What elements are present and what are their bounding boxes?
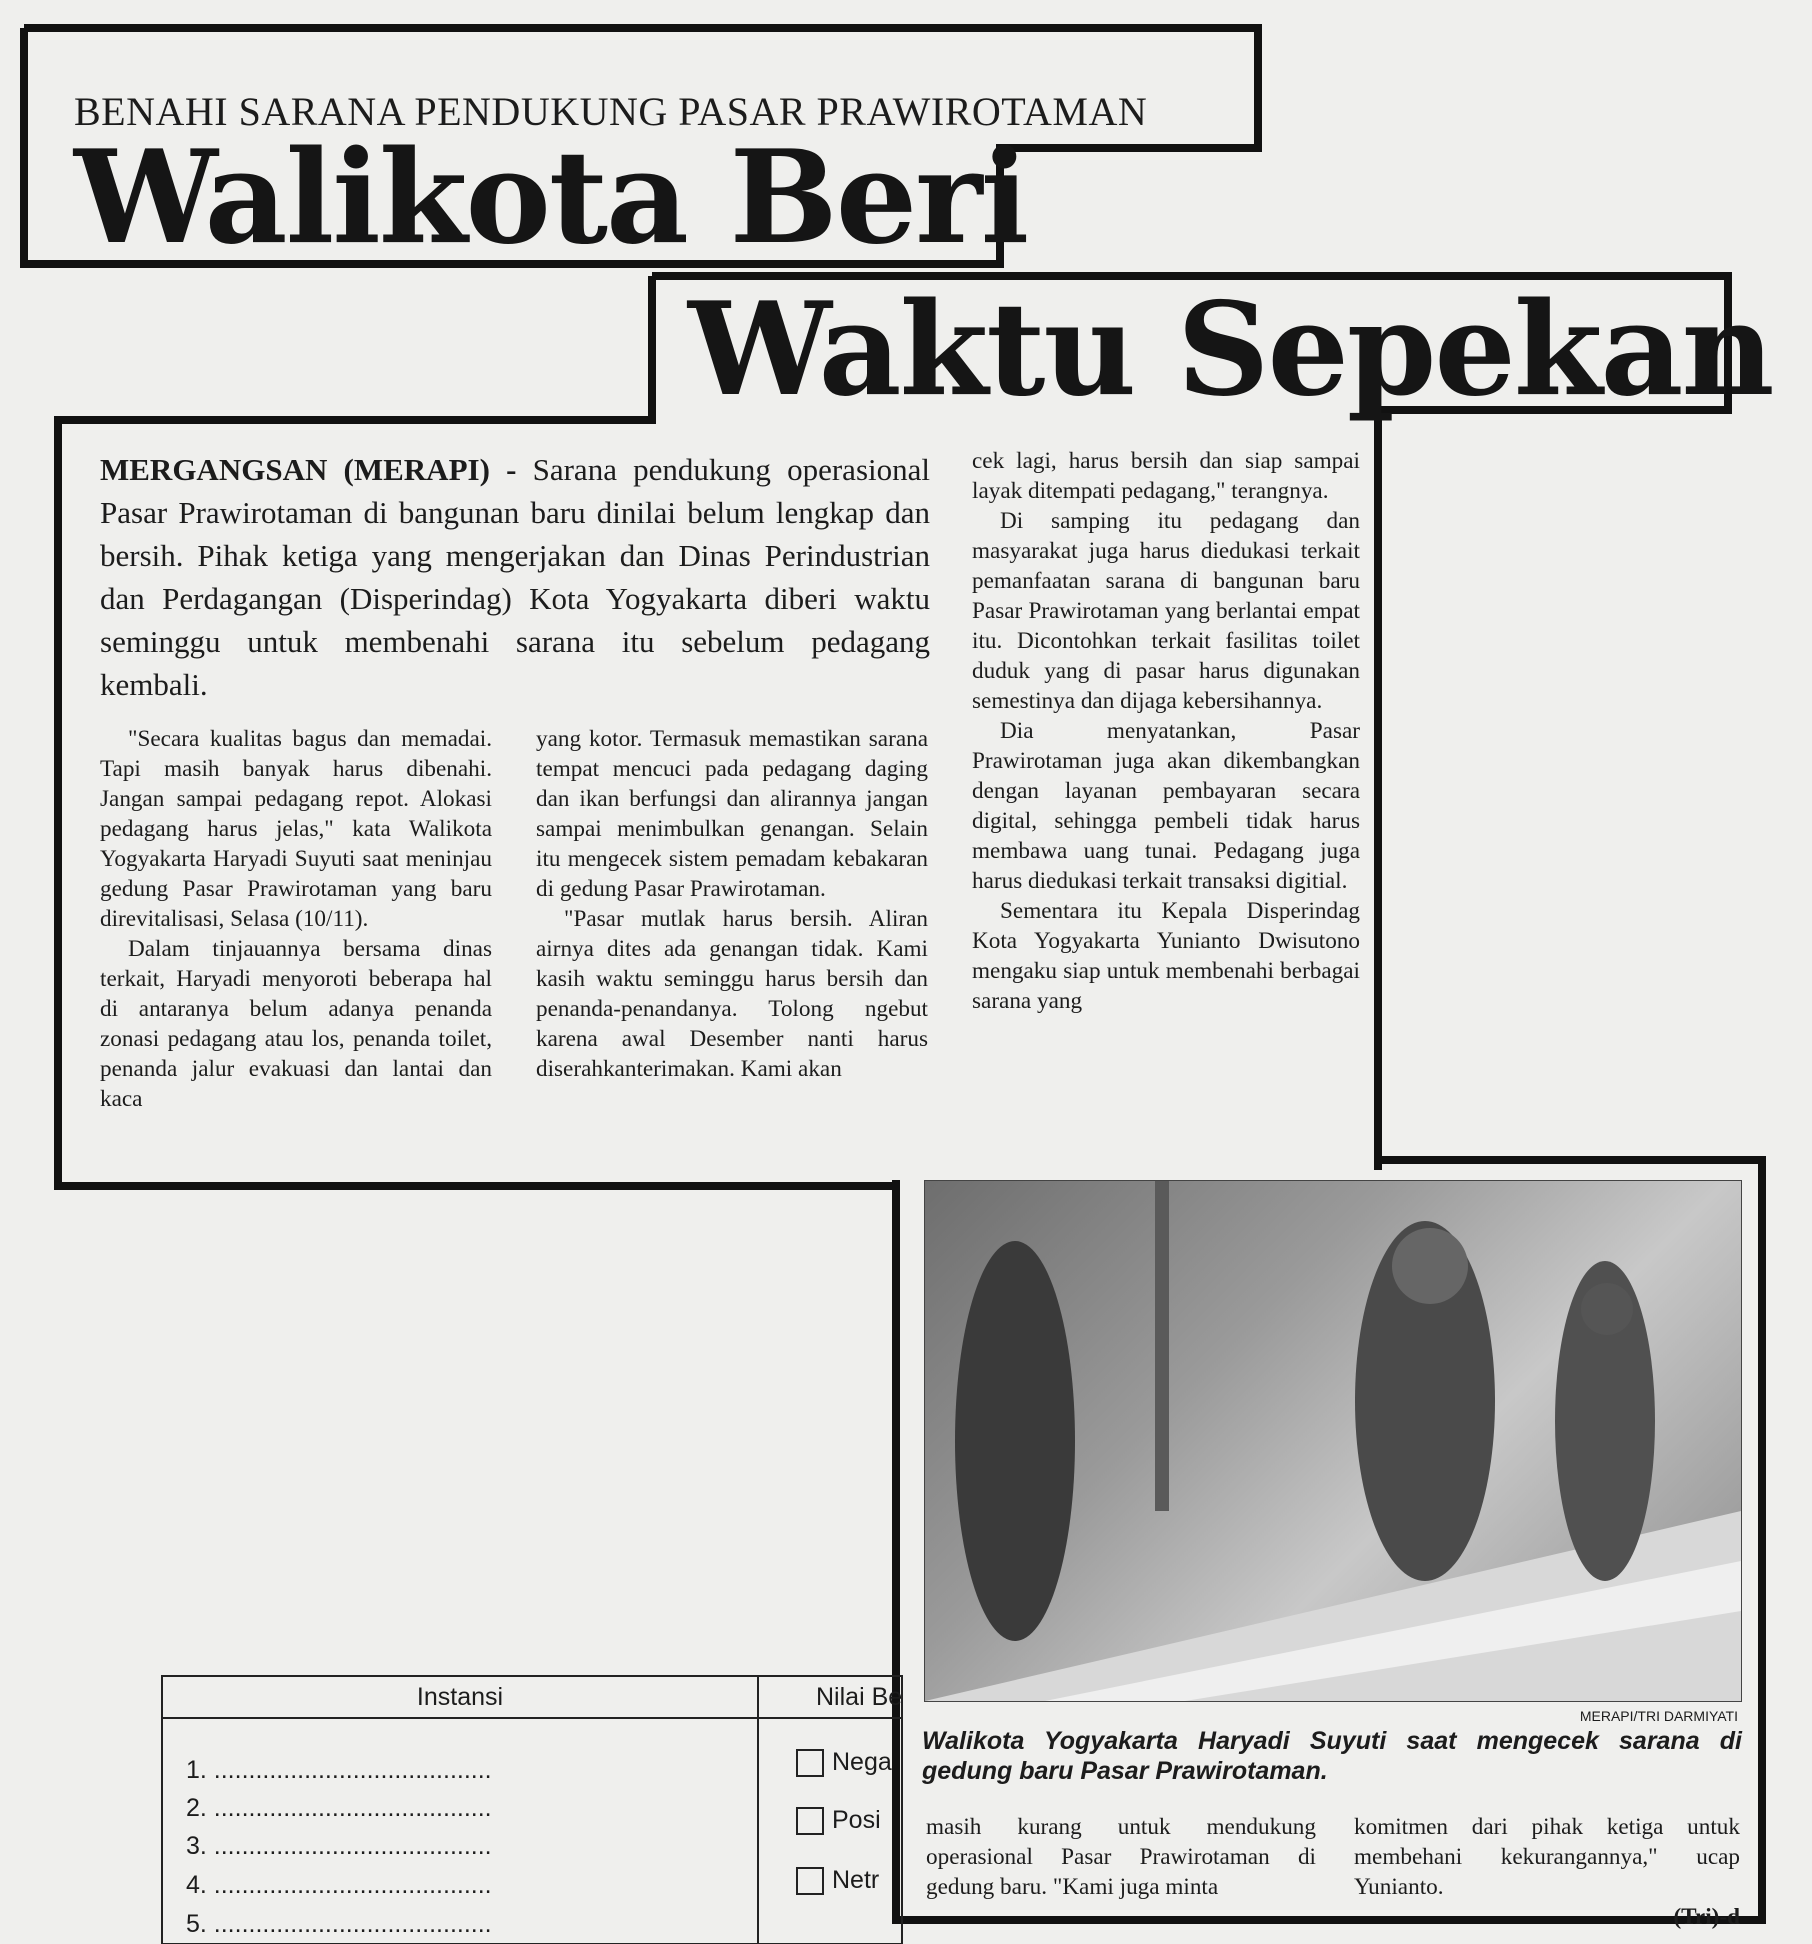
form-line-5[interactable]: 5. ........................................ <box>186 1910 492 1938</box>
form-header-nilai: Nilai Be <box>816 1683 903 1711</box>
headline-line-2: Waktu Sepekan <box>688 275 1773 425</box>
photo-scene <box>925 1181 1741 1701</box>
col1-para-2: Dalam tinjauannya bersama dinas terkait, Haryadi menyoroti beberapa hal di antaranya belum adanya penanda zonasi pedagang atau los, penanda toilet, penanda jalur evakuasi dan lantai dan kaca <box>100 936 492 1112</box>
form-line-1[interactable]: 1. ........................................ <box>186 1756 492 1784</box>
col2-para-1: yang kotor. Termasuk memastikan sarana tempat mencuci pada pedagang daging dan ikan berfungsi dan alirannya jangan sampai menimbulkan genangan. Selain itu mengecek sistem pemadam kebakaran di gedung Pasar Prawirotaman. <box>536 726 928 902</box>
col3-para-4: Sementara itu Kepala Disperindag Kota Yogyakarta Yunianto Dwisutono mengaku siap untuk membenahi berbagai sarana yang <box>972 898 1360 1014</box>
photo-credit: MERAPI/TRI DARMIYATI <box>1579 1708 1738 1724</box>
byline: (Tri)-d <box>1673 1904 1740 1930</box>
column-5 <box>1354 1812 1740 1932</box>
news-photo <box>924 1180 1742 1702</box>
checkbox-netral[interactable] <box>796 1867 824 1895</box>
option-netral[interactable]: Netr <box>796 1866 900 1895</box>
dateline: MERGANGSAN (MERAPI) - <box>100 452 517 487</box>
col4-para: masih kurang untuk mendukung operasional Pasar Prawirotaman di gedung baru. "Kami juga minta <box>926 1814 1316 1900</box>
lead-paragraph <box>100 448 930 706</box>
option-negatif[interactable]: Nega <box>796 1748 900 1777</box>
headline-line-1: Walikota Beri <box>74 123 1028 273</box>
form-header-instansi: Instansi <box>416 1683 504 1711</box>
col5-para: komitmen dari pihak ketiga untuk membehani kekurangannya," ucap Yunianto. <box>1354 1814 1740 1900</box>
lead-text: Sarana pendukung operasional Pasar Prawirotaman di bangunan baru dinilai belum lengkap dan bersih. Pihak ketiga yang mengerjakan dan Dinas Perindustrian dan Perdagangan (Disperindag) Kota Yogyakarta diberi waktu seminggu untuk membenahi sarana itu sebelum pedagang kembali. <box>100 452 930 702</box>
checkbox-negatif[interactable] <box>796 1749 824 1777</box>
column-3 <box>972 446 1360 1016</box>
col3-para-1: cek lagi, harus bersih dan siap sampai layak ditempati pedagang," terangnya. <box>972 448 1360 504</box>
form-line-4[interactable]: 4. ........................................ <box>186 1871 492 1899</box>
col1-para-1: "Secara kualitas bagus dan memadai. Tapi masih banyak harus dibenahi. Jangan sampai pedagang repot. Alokasi pedagang harus jelas," kata Walikota Yogyakarta Haryadi Suyuti saat meninjau gedung Pasar Prawirotaman yang baru direvitalisasi, Selasa (10/11). <box>100 726 492 932</box>
column-4 <box>926 1812 1316 1902</box>
col3-para-3: Dia menyatankan, Pasar Prawirotaman juga akan dikembangkan dengan layanan pembayaran secara digital, sehingga pembeli tidak harus membawa uang tunai. Pedagang juga harus diedukasi terkait transaksi digitial. <box>972 718 1360 894</box>
column-1 <box>100 724 492 1114</box>
checkbox-positif[interactable] <box>796 1807 824 1835</box>
column-2 <box>536 724 928 1084</box>
col2-para-2: "Pasar mutlak harus bersih. Aliran airnya dites ada genangan tidak. Kami kasih waktu seminggu harus bersih dan penanda-penandanya. Tolong ngebut karena awal Desember nanti harus diserahkanterimakan. Kami akan <box>536 906 928 1082</box>
col3-para-2: Di samping itu pedagang dan masyarakat juga harus diedukasi terkait pemanfaatan sarana di bangunan baru Pasar Prawirotaman yang berlantai empat itu. Dicontohkan terkait fasilitas toilet duduk yang di pasar harus digunakan semestinya dan dijaga kebersihannya. <box>972 508 1360 714</box>
photo-caption: Walikota Yogyakarta Haryadi Suyuti saat mengecek sarana di gedung baru Pasar Prawirotaman. <box>922 1727 1742 1785</box>
form-line-3[interactable]: 3. ........................................ <box>186 1832 492 1860</box>
form-line-2[interactable]: 2. ........................................ <box>186 1794 492 1822</box>
option-positif[interactable]: Posi <box>796 1806 900 1835</box>
kicker: BENAHI SARANA PENDUKUNG PASAR PRAWIROTAMAN <box>74 89 1148 134</box>
